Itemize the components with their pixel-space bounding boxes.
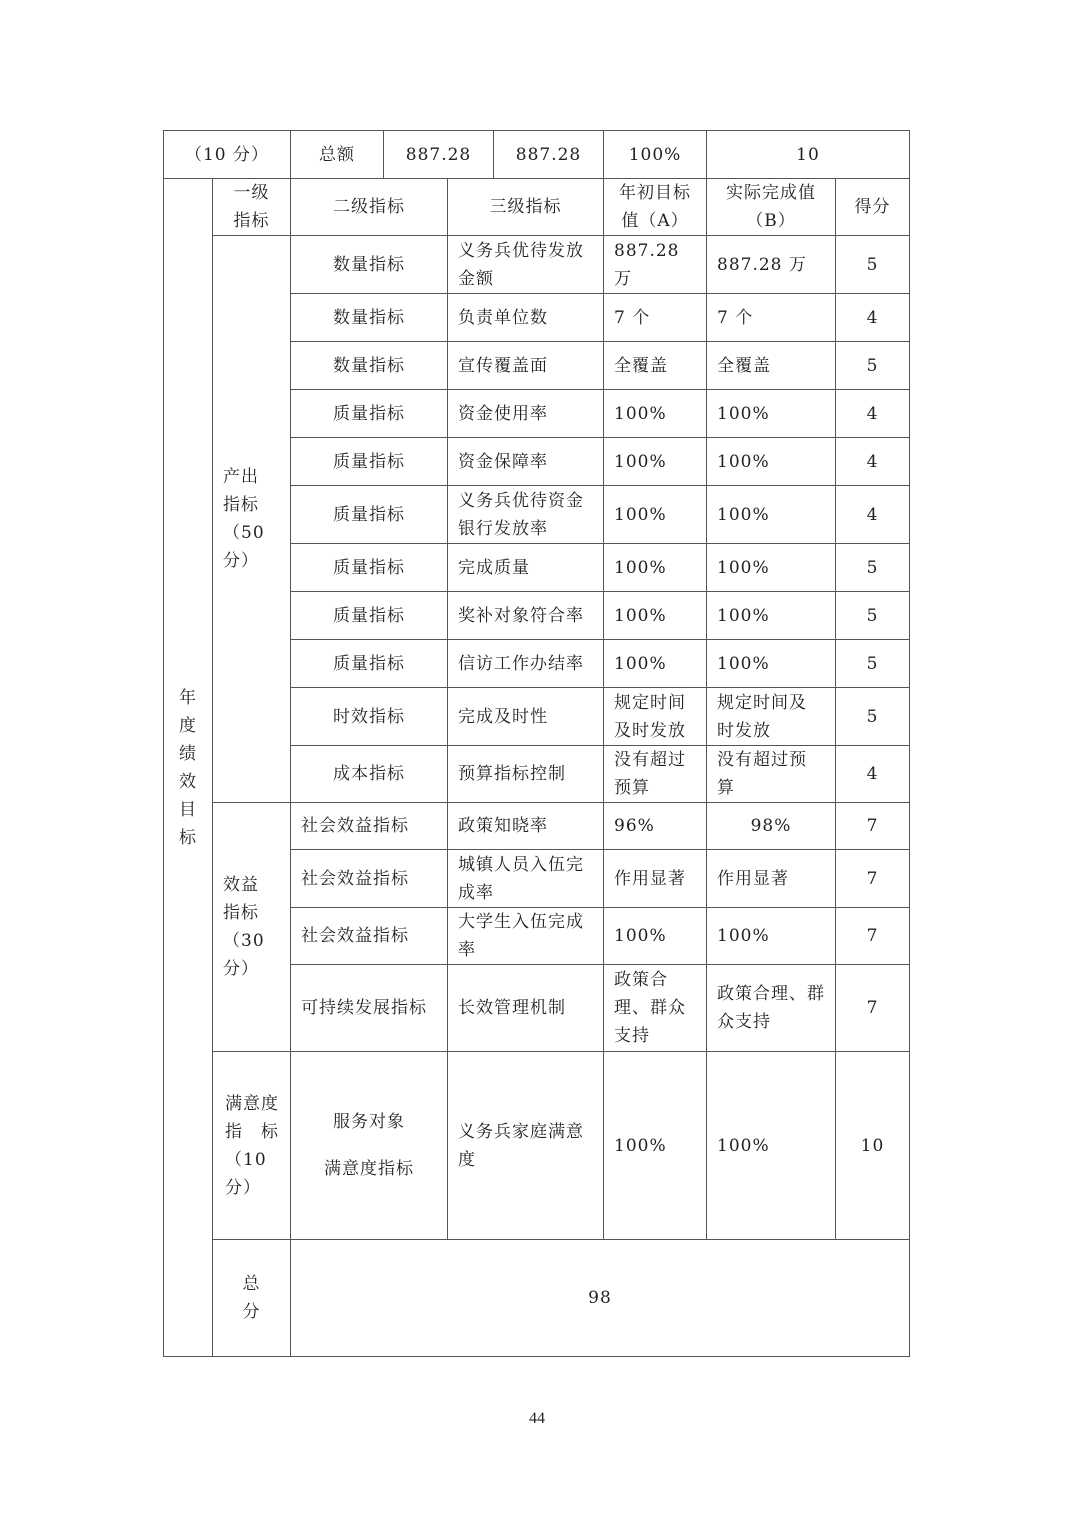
header-level1-line: 一级 xyxy=(233,183,270,203)
score-value: 5 xyxy=(836,236,910,294)
level3-line: 政策知晓率 xyxy=(458,816,548,836)
level2-indicator: 社会效益指标 xyxy=(291,803,448,850)
table-row-total-score xyxy=(164,1240,910,1357)
actual-value xyxy=(707,294,836,342)
target-line: 887.28 万 xyxy=(614,240,680,289)
group-label-line: 产出 xyxy=(223,467,259,487)
actual-value xyxy=(707,688,836,746)
group-label-line: 分） xyxy=(223,959,259,979)
actual-value xyxy=(707,486,836,544)
score-value: 4 xyxy=(836,390,910,438)
level3-indicator xyxy=(448,294,604,342)
actual-line: 100% xyxy=(717,605,770,626)
benefit-indicators-group xyxy=(213,803,291,1052)
side-label-char: 效 xyxy=(179,771,197,792)
table-row xyxy=(164,236,910,294)
level3-indicator xyxy=(448,746,604,803)
group-label-line: 分） xyxy=(225,1177,261,1198)
level3-indicator xyxy=(448,438,604,486)
level3-line: 义务兵家庭满意 xyxy=(458,1121,584,1142)
funds-item-label: 总额 xyxy=(291,131,384,179)
actual-value xyxy=(707,592,836,640)
level3-indicator xyxy=(448,390,604,438)
actual-line: 作用显著 xyxy=(717,868,789,889)
funds-rate: 100% xyxy=(604,131,707,179)
target-value: 100% xyxy=(604,1052,707,1240)
page-number: 44 xyxy=(529,1410,545,1427)
level3-line: 大学生入伍完成 xyxy=(458,912,584,932)
level3-indicator xyxy=(448,640,604,688)
target-value xyxy=(604,544,707,592)
level2-indicator: 数量指标 xyxy=(291,342,448,390)
target-value xyxy=(604,438,707,486)
level2-indicator: 质量指标 xyxy=(291,592,448,640)
level3-indicator xyxy=(448,236,604,294)
level3-line: 度 xyxy=(458,1149,476,1170)
group-label-line: （30 xyxy=(223,931,265,951)
target-line: 政策合 xyxy=(614,970,668,990)
performance-table xyxy=(163,130,910,1357)
level3-indicator xyxy=(448,544,604,592)
level2-indicator: 成本指标 xyxy=(291,746,448,803)
header-level1 xyxy=(213,179,291,236)
header-level3: 三级指标 xyxy=(448,179,604,236)
table-row-total-funds xyxy=(164,131,910,179)
target-line: 支持 xyxy=(614,1026,650,1046)
actual-value xyxy=(707,803,836,850)
level3-line: 完成及时性 xyxy=(458,706,548,727)
actual-line: 没有超过预 xyxy=(717,750,807,770)
target-value xyxy=(604,486,707,544)
table-row xyxy=(164,803,910,850)
actual-line: 时发放 xyxy=(717,720,771,741)
target-value xyxy=(604,965,707,1052)
group-label-line: （10 xyxy=(225,1149,267,1170)
level2-indicator: 质量指标 xyxy=(291,390,448,438)
level3-indicator xyxy=(448,1052,604,1240)
target-line: 作用显著 xyxy=(614,868,686,889)
level2-indicator: 可持续发展指标 xyxy=(291,965,448,1052)
target-line: 100% xyxy=(614,451,667,472)
score-value: 5 xyxy=(836,592,910,640)
level3-line: 长效管理机制 xyxy=(458,998,566,1018)
level3-line: 义务兵优待发放 xyxy=(458,240,584,261)
level2-indicator: 数量指标 xyxy=(291,236,448,294)
group-label-line: 分） xyxy=(223,551,259,571)
table-row-satisfaction xyxy=(164,1052,910,1240)
header-target-line: 值（A） xyxy=(621,211,689,231)
total-score-label xyxy=(213,1240,291,1357)
target-line: 规定时间 xyxy=(614,692,686,713)
level3-line: 率 xyxy=(458,940,476,960)
actual-line: 100% xyxy=(717,557,770,578)
actual-value xyxy=(707,236,836,294)
target-value xyxy=(604,803,707,850)
target-line: 100% xyxy=(614,605,667,626)
actual-line: 全覆盖 xyxy=(717,355,771,376)
level3-indicator xyxy=(448,850,604,908)
score-value: 5 xyxy=(836,544,910,592)
level2-indicator: 质量指标 xyxy=(291,640,448,688)
header-target-line: 年初目标 xyxy=(619,183,691,203)
group-label-line: 效益 xyxy=(223,875,259,895)
total-label-char: 总 xyxy=(242,1274,261,1294)
actual-line: 100% xyxy=(717,653,770,674)
level3-line: 完成质量 xyxy=(458,557,530,578)
target-value xyxy=(604,390,707,438)
level3-indicator xyxy=(448,803,604,850)
funds-score: 10 xyxy=(707,131,910,179)
score-value: 7 xyxy=(836,803,910,850)
target-line: 100% xyxy=(614,504,667,525)
level3-indicator xyxy=(448,486,604,544)
level3-line: 宣传覆盖面 xyxy=(458,355,548,376)
level2-indicator: 社会效益指标 xyxy=(291,908,448,965)
level2-indicator: 质量指标 xyxy=(291,486,448,544)
target-value xyxy=(604,342,707,390)
score-value: 4 xyxy=(836,746,910,803)
actual-value xyxy=(707,908,836,965)
header-actual xyxy=(707,179,836,236)
level2-indicator: 质量指标 xyxy=(291,544,448,592)
target-value xyxy=(604,746,707,803)
actual-line: 100% xyxy=(717,926,770,946)
score-value: 7 xyxy=(836,908,910,965)
actual-line: 众支持 xyxy=(717,1012,771,1032)
level2-indicator: 社会效益指标 xyxy=(291,850,448,908)
level2-indicator: 质量指标 xyxy=(291,438,448,486)
actual-line: 98% xyxy=(750,816,792,836)
total-label-char: 分 xyxy=(242,1302,261,1322)
funds-section-label: （10 分） xyxy=(164,131,291,179)
group-label-line: 指标 xyxy=(223,903,259,923)
side-label-char: 标 xyxy=(179,827,197,848)
level3-line: 信访工作办结率 xyxy=(458,653,584,674)
target-line: 理、群众 xyxy=(614,998,686,1018)
group-label-line: 指 标 xyxy=(225,1121,279,1142)
actual-line: 算 xyxy=(717,778,735,798)
target-value xyxy=(604,688,707,746)
actual-line: 规定时间及 xyxy=(717,692,807,713)
score-value: 4 xyxy=(836,294,910,342)
level2-indicator: 数量指标 xyxy=(291,294,448,342)
level2-indicator xyxy=(291,1052,448,1240)
actual-line: 887.28 万 xyxy=(717,254,807,275)
actual-value xyxy=(707,342,836,390)
level3-line: 负责单位数 xyxy=(458,307,548,328)
actual-value xyxy=(707,544,836,592)
group-label-line: （50 xyxy=(223,523,265,543)
actual-value: 100% xyxy=(707,1052,836,1240)
target-value xyxy=(604,236,707,294)
group-label-line: 指标 xyxy=(223,495,259,515)
header-level1-line: 指标 xyxy=(233,211,270,231)
score-value: 5 xyxy=(836,688,910,746)
target-line: 预算 xyxy=(614,778,650,798)
level3-indicator xyxy=(448,965,604,1052)
group-label-line: 满意度 xyxy=(225,1093,279,1114)
score-value: 10 xyxy=(836,1052,910,1240)
side-label-char: 年 xyxy=(179,687,197,708)
actual-line: 100% xyxy=(717,403,770,424)
level3-line: 金额 xyxy=(458,268,494,289)
target-line: 100% xyxy=(614,653,667,674)
funds-actual: 887.28 xyxy=(494,131,604,179)
score-value: 5 xyxy=(836,342,910,390)
actual-value xyxy=(707,850,836,908)
level3-line: 资金使用率 xyxy=(458,403,548,424)
total-score-value: 98 xyxy=(291,1240,910,1357)
target-value xyxy=(604,294,707,342)
target-line: 100% xyxy=(614,403,667,424)
target-line: 96% xyxy=(614,816,655,836)
level3-line: 资金保障率 xyxy=(458,451,548,472)
satisfaction-indicators-group xyxy=(213,1052,291,1240)
level3-line: 成率 xyxy=(458,882,494,903)
score-value: 7 xyxy=(836,850,910,908)
actual-line: 政策合理、群 xyxy=(717,984,825,1004)
annual-performance-target-label xyxy=(164,179,213,1357)
score-value: 7 xyxy=(836,965,910,1052)
level3-indicator xyxy=(448,342,604,390)
actual-line: 100% xyxy=(717,451,770,472)
side-label-char: 目 xyxy=(179,799,197,820)
header-target xyxy=(604,179,707,236)
actual-value xyxy=(707,640,836,688)
header-actual-line: 实际完成值 xyxy=(726,183,816,203)
header-score: 得分 xyxy=(836,179,910,236)
target-value xyxy=(604,592,707,640)
actual-value xyxy=(707,438,836,486)
target-line: 没有超过 xyxy=(614,750,686,770)
header-actual-line: （B） xyxy=(746,211,796,231)
level2-indicator: 时效指标 xyxy=(291,688,448,746)
level3-line: 奖补对象符合率 xyxy=(458,605,584,626)
target-line: 及时发放 xyxy=(614,720,686,741)
target-value xyxy=(604,640,707,688)
level2-line: 服务对象 xyxy=(333,1111,405,1132)
level3-line: 城镇人员入伍完 xyxy=(458,854,584,875)
level2-line: 满意度指标 xyxy=(324,1158,414,1179)
target-line: 100% xyxy=(614,557,667,578)
funds-budget: 887.28 xyxy=(384,131,494,179)
actual-value xyxy=(707,965,836,1052)
header-level2: 二级指标 xyxy=(291,179,448,236)
level3-line: 银行发放率 xyxy=(458,518,548,539)
score-value: 5 xyxy=(836,640,910,688)
table-header-row xyxy=(164,179,910,236)
side-label-char: 度 xyxy=(179,715,197,736)
actual-line: 100% xyxy=(717,504,770,525)
actual-value xyxy=(707,746,836,803)
target-line: 100% xyxy=(614,926,667,946)
output-indicators-group xyxy=(213,236,291,803)
level3-indicator xyxy=(448,688,604,746)
level3-indicator xyxy=(448,592,604,640)
level3-line: 义务兵优待资金 xyxy=(458,490,584,511)
target-line: 全覆盖 xyxy=(614,355,668,376)
side-label-char: 绩 xyxy=(179,743,197,764)
score-value: 4 xyxy=(836,486,910,544)
level3-line: 预算指标控制 xyxy=(458,764,566,784)
score-value: 4 xyxy=(836,438,910,486)
target-line: 7 个 xyxy=(614,307,651,328)
target-value xyxy=(604,850,707,908)
target-value xyxy=(604,908,707,965)
actual-value xyxy=(707,390,836,438)
level3-indicator xyxy=(448,908,604,965)
actual-line: 7 个 xyxy=(717,307,754,328)
